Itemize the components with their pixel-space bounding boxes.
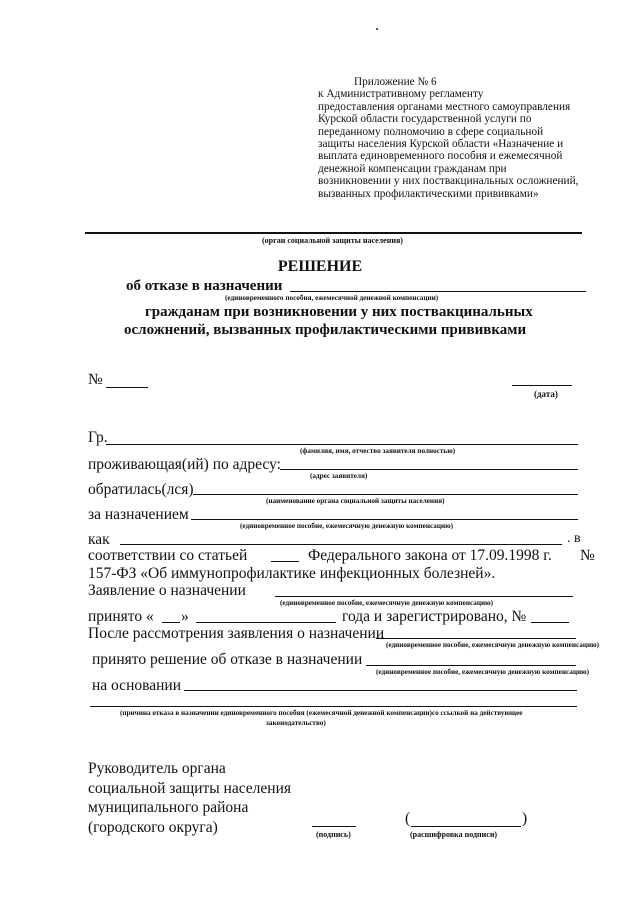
statement-label: Заявление о назначении (88, 582, 246, 599)
organ-caption: (орган социальной защиты населения) (262, 236, 403, 245)
statement-line[interactable] (275, 596, 573, 597)
citizen-label: Гр. (88, 429, 108, 446)
decode-open-paren: ( (405, 810, 411, 827)
date-caption: (дата) (534, 389, 558, 399)
benefit-caption: (единовременного пособия, ежемесячной денежной компенсации) (225, 294, 439, 302)
registration-number-line[interactable] (531, 622, 569, 623)
review-label: После рассмотрения заявления о назначении (88, 625, 385, 642)
statement-caption: (единовременное пособие, ежемесячную денежную компенсацию) (280, 599, 494, 607)
page-dot (376, 28, 378, 30)
signatory-line: Руководитель органа (88, 760, 226, 777)
subtitle-line-2: осложнений, вызванных профилактическими прививками (124, 322, 527, 338)
accepted-day-line[interactable] (162, 622, 180, 623)
appendix-line: вызванных профилактическими прививками» (318, 187, 539, 200)
appendix-line: предоставления органами местного самоуправления (318, 100, 571, 113)
reason-caption-2: законодательство) (266, 719, 326, 727)
appendix-line: денежной компенсации гражданам при (318, 162, 507, 175)
applied-label: обратилась(лся) (88, 481, 194, 498)
citizen-line[interactable] (106, 444, 578, 445)
applied-caption: (наименование органа социальной защиты населения) (266, 497, 445, 505)
appendix-line: возникновении у них поствакцинальных осложнений, (318, 175, 579, 188)
appendix-line: Курской области государственной услуги по (318, 113, 532, 126)
appendix-block (318, 76, 600, 200)
refusal-line[interactable] (290, 291, 586, 292)
as-line[interactable] (120, 544, 562, 545)
applied-line[interactable] (193, 494, 578, 495)
appendix-line: защиты населения Курской области «Назначение и (318, 138, 564, 151)
accepted-month-line[interactable] (196, 622, 336, 623)
subtitle-line-1: гражданам при возникновении у них поствакцинальных (145, 304, 533, 320)
accepted-suffix: года и зарегистрировано, № (342, 608, 527, 625)
purpose-line[interactable] (191, 519, 578, 520)
decision-line[interactable] (366, 665, 576, 666)
purpose-label: за назначением (88, 506, 189, 523)
as-tail: . в (567, 531, 581, 546)
as-label: как (88, 531, 110, 548)
appendix-line: к Административному регламенту (318, 88, 484, 101)
purpose-caption: (единовременное пособие, ежемесячную денежную компенсацию) (240, 522, 454, 530)
refusal-label: об отказе в назначении (126, 278, 283, 294)
signatory-block (88, 759, 348, 837)
date-line[interactable] (512, 385, 572, 386)
accepted-prefix: принято « (88, 608, 154, 625)
signature-caption: (подпись) (316, 830, 351, 839)
document-title: РЕШЕНИЕ (277, 258, 363, 275)
number-line[interactable] (106, 387, 148, 388)
decode-caption: (расшифровка подписи) (410, 830, 498, 839)
law-mid: Федерального закона от 17.09.1998 г. (308, 547, 552, 564)
reason-caption-1: (причина отказа в назначении единовременного пособия (ежемесячной денежной компенсации)со ссылкой на действующее (120, 709, 523, 717)
signatory-line: социальной защиты населения (88, 779, 292, 797)
basis-label: на основании (92, 677, 181, 694)
citizen-caption: (фамилия, имя, отчество заявителя полностью) (300, 447, 456, 455)
law-line-2: 157-ФЗ «Об иммунопрофилактике инфекционных болезней». (88, 565, 496, 582)
organ-line[interactable] (85, 232, 582, 234)
appendix-line: переданному полномочию в сфере социальной (318, 125, 544, 138)
address-line[interactable] (280, 469, 578, 470)
signatory-line: (городского округа) (88, 818, 218, 836)
review-line[interactable] (376, 638, 576, 639)
review-caption: (единовременное пособие, ежемесячную денежную компенсацию) (386, 641, 600, 649)
law-left: соответствии со статьей (88, 547, 248, 564)
reason-line[interactable] (90, 706, 577, 707)
decision-label: принято решение об отказе в назначении (92, 651, 363, 668)
number-label: № (88, 371, 103, 388)
signature-line[interactable] (312, 826, 356, 827)
decode-close-paren: ) (522, 810, 528, 827)
law-article-line[interactable] (271, 561, 299, 562)
decision-caption: (единовременное пособие, ежемесячную денежную компенсацию) (376, 668, 590, 676)
accepted-mid: » (181, 608, 189, 625)
address-caption: (адрес заявителя) (310, 472, 368, 480)
appendix-heading: Приложение № 6 (354, 76, 437, 88)
decode-line[interactable] (411, 826, 521, 827)
basis-line[interactable] (184, 690, 577, 691)
address-label: проживающая(ий) по адресу: (88, 456, 281, 473)
signatory-line: муниципального района (88, 799, 249, 816)
appendix-line: выплата единовременного пособия и ежемесячной (318, 150, 563, 163)
law-number-sign: № (580, 547, 595, 564)
